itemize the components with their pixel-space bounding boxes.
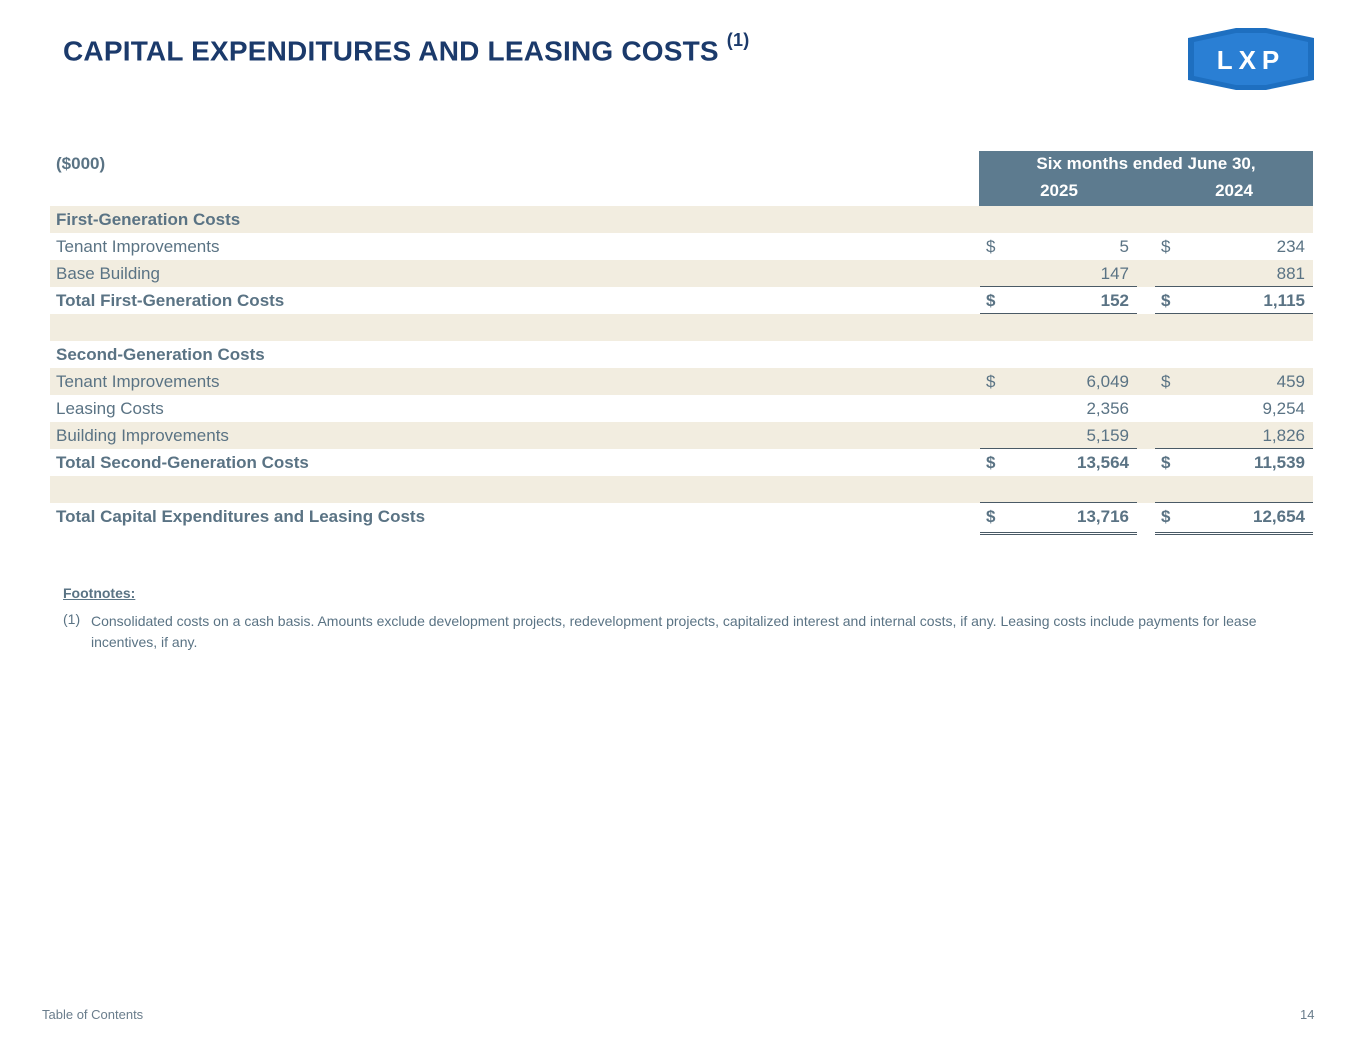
rule-2024	[1155, 476, 1313, 503]
currency-symbol: $	[1161, 291, 1171, 310]
section-label: Second-Generation Costs	[56, 345, 265, 364]
spacer-row	[50, 314, 1313, 341]
value-2024	[1155, 368, 1313, 395]
table-row	[50, 260, 1313, 287]
amount: 6,049	[1086, 372, 1129, 391]
total-label: Total First-Generation Costs	[56, 291, 285, 310]
grand-total-label: Total Capital Expenditures and Leasing Costs	[56, 507, 426, 526]
currency-symbol: $	[1161, 372, 1171, 391]
value-2024	[1155, 503, 1313, 535]
row-label: Building Improvements	[56, 426, 229, 445]
currency-symbol: $	[986, 453, 996, 472]
amount: 881	[1276, 264, 1305, 283]
year-2024-header: 2024	[1215, 181, 1253, 200]
table-row	[50, 368, 1313, 395]
amount: 11,539	[1253, 453, 1305, 472]
amount: 9,254	[1262, 399, 1305, 418]
amount: 1,826	[1262, 426, 1305, 445]
year-2025-header: 2025	[1040, 181, 1078, 200]
value-2025	[980, 503, 1137, 535]
value-2025	[980, 395, 1137, 422]
currency-symbol: $	[1161, 507, 1171, 526]
value-2025	[980, 449, 1137, 476]
table-row	[50, 287, 1313, 314]
table-row	[50, 395, 1313, 422]
amount: 234	[1276, 237, 1305, 256]
amount: 5,159	[1086, 426, 1129, 445]
lxp-logo	[1188, 28, 1314, 90]
value-2025	[980, 422, 1137, 449]
value-2024	[1155, 449, 1313, 476]
row-label: Tenant Improvements	[56, 372, 220, 391]
value-2025	[980, 233, 1137, 260]
amount: 2,356	[1086, 399, 1129, 418]
page-number: 14	[1300, 1007, 1315, 1022]
section-label: First-Generation Costs	[56, 210, 241, 229]
amount: 13,716	[1077, 507, 1129, 526]
footnotes-heading: Footnotes:	[63, 585, 136, 601]
footnote-text: Consolidated costs on a cash basis. Amounts exclude development projects, redevelopment projects, capitalized interest and internal costs, if any. Leasing costs include payments for lease incentives, if any.	[91, 613, 1257, 650]
footnote-number: (1)	[63, 611, 81, 627]
table-row	[50, 449, 1313, 476]
row-label: Leasing Costs	[56, 399, 164, 418]
table-row	[50, 503, 1313, 530]
total-label: Total Second-Generation Costs	[56, 453, 309, 472]
value-2024	[1155, 287, 1313, 314]
currency-symbol: $	[986, 507, 996, 526]
currency-symbol: $	[986, 372, 996, 391]
table-row	[50, 422, 1313, 449]
title-footnote-ref: (1)	[726, 30, 750, 50]
amount: 152	[1100, 291, 1129, 310]
value-2025	[980, 260, 1137, 287]
currency-symbol: $	[986, 291, 996, 310]
currency-symbol: $	[1161, 453, 1171, 472]
table-of-contents-link[interactable]: Table of Contents	[42, 1007, 144, 1022]
table-row	[50, 341, 1313, 368]
value-2024	[1155, 395, 1313, 422]
value-2024	[1155, 233, 1313, 260]
table-row	[50, 233, 1313, 260]
value-2024	[1155, 422, 1313, 449]
row-label: Base Building	[56, 264, 160, 283]
value-2025	[980, 368, 1137, 395]
logo-text: LXP	[1216, 45, 1286, 75]
value-2025	[980, 287, 1137, 314]
unit-label: ($000)	[56, 154, 106, 173]
rule-2025	[980, 476, 1137, 503]
currency-symbol: $	[1161, 237, 1171, 256]
table-row	[50, 206, 1313, 233]
amount: 147	[1100, 264, 1129, 283]
value-2024	[1155, 260, 1313, 287]
currency-symbol: $	[986, 237, 996, 256]
amount: 12,654	[1253, 507, 1305, 526]
amount: 459	[1276, 372, 1305, 391]
capex-table	[50, 206, 1313, 530]
amount: 1,115	[1263, 291, 1305, 310]
page-title-text: CAPITAL EXPENDITURES AND LEASING COSTS	[63, 35, 719, 67]
period-label: Six months ended June 30,	[1036, 154, 1256, 173]
page-title	[63, 30, 750, 67]
amount: 13,564	[1077, 453, 1129, 472]
row-label: Tenant Improvements	[56, 237, 220, 256]
amount: 5	[1119, 237, 1129, 256]
spacer-row	[50, 476, 1313, 503]
period-header	[979, 151, 1313, 206]
